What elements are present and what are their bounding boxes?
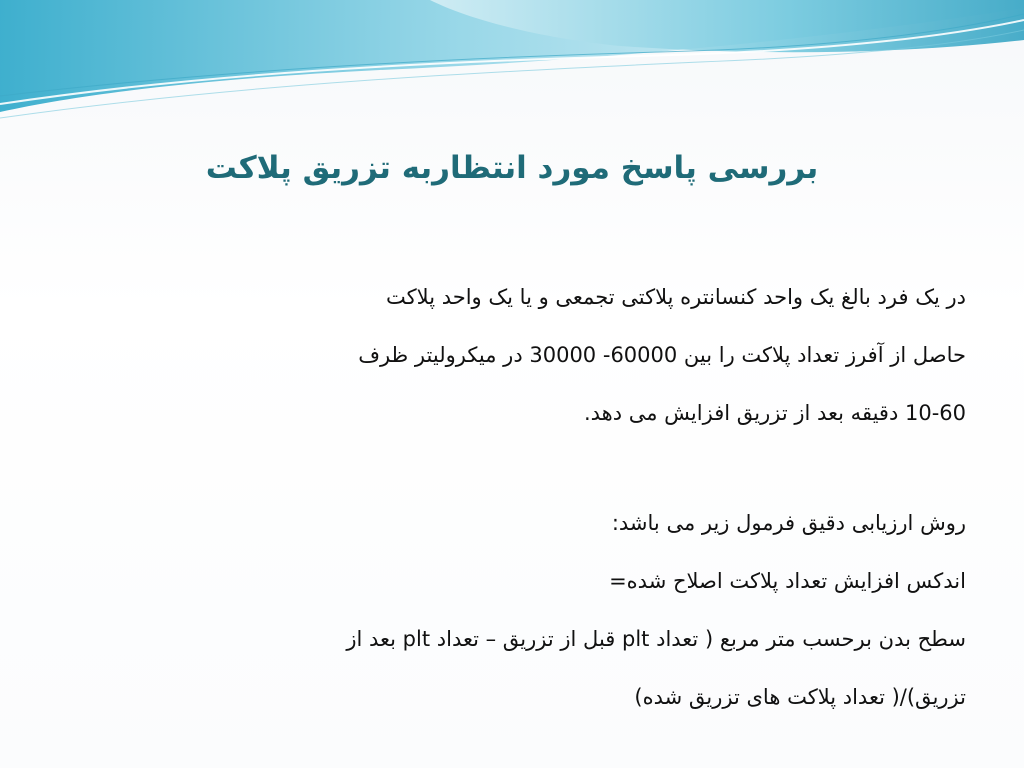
paragraph-line-2: حاصل از آفرز تعداد پلاکت را بین 60000- 30000 در میکرولیتر ظرف bbox=[358, 343, 966, 367]
header-wave-decoration bbox=[0, 0, 1024, 130]
method-line-1: روش ارزیابی دقیق فرمول زیر می باشد: bbox=[611, 511, 966, 535]
paragraph-gap bbox=[120, 442, 966, 494]
paragraph-line-3: 10-60 دقیقه بعد از تزریق افزایش می دهد. bbox=[583, 401, 966, 425]
method-line-2: اندکس افزایش تعداد پلاکت اصلاح شده= bbox=[609, 569, 966, 593]
formula-line-2: تزریق)/( تعداد پلاکت های تزریق شده) bbox=[634, 685, 966, 709]
slide-title: بررسی پاسخ مورد انتظاربه تزریق پلاکت bbox=[205, 150, 819, 186]
formula-line-1: سطح بدن برحسب متر مربع ( تعداد plt قبل از تزریق – تعداد plt بعد از bbox=[346, 627, 966, 651]
slide-body bbox=[120, 268, 966, 726]
paragraph-line-1: در یک فرد بالغ یک واحد کنسانتره پلاکتی تجمعی و یا یک واحد پلاکت bbox=[386, 285, 966, 309]
